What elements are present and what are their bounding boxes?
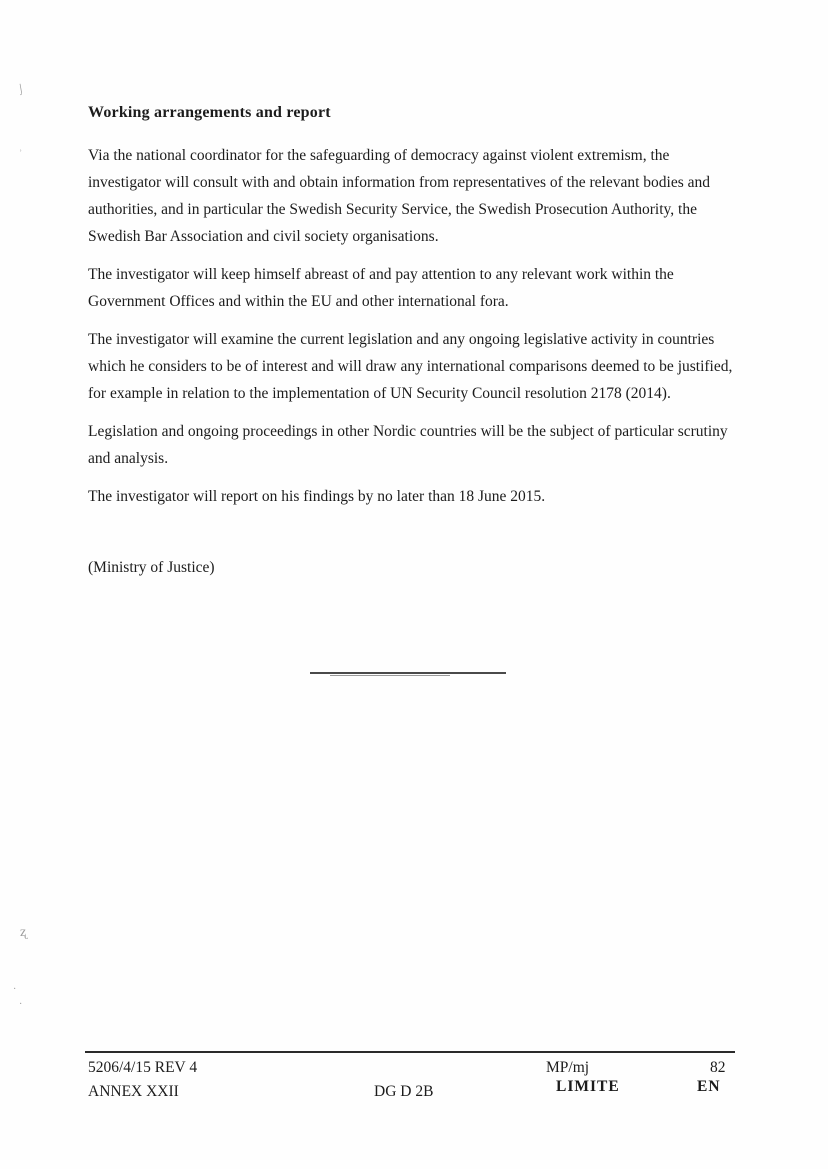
scan-artifact-mark: ʐ (20, 925, 27, 940)
scan-artifact-mark: ⌡ (17, 83, 25, 96)
document-body (88, 104, 738, 577)
paragraph-4: Legislation and ongoing proceedings in other Nordic countries will be the subject of particular scrutiny and analysis. (88, 423, 728, 467)
scan-artifact-mark: · (13, 984, 17, 995)
footer-annex-label: ANNEX XXII (88, 1083, 179, 1100)
center-divider-line (310, 672, 506, 674)
footer-initials: MP/mj (546, 1059, 590, 1076)
footer-dg-label: DG D 2B (374, 1083, 434, 1100)
paragraph-3: The investigator will examine the current legislation and any ongoing legislative activity in countries which he considers to be of interest and will draw any international comparisons deemed to be justified, for example in relation to the implementation of UN Security Council resolution 2178 (2014). (88, 331, 733, 402)
footer-page-number: 82 (710, 1059, 726, 1076)
center-divider-line-shadow (330, 675, 450, 676)
scan-artifact-mark: ʾ (19, 149, 23, 160)
footer-document-number: 5206/4/15 REV 4 (88, 1059, 198, 1076)
footer-classification-marking: LIMITE (556, 1078, 620, 1095)
paragraph-5: The investigator will report on his findings by no later than 18 June 2015. (88, 488, 546, 505)
signature-line: (Ministry of Justice) (88, 559, 215, 576)
paragraph-2: The investigator will keep himself abreast of and pay attention to any relevant work within the Government Offices and within the EU and other international fora. (88, 266, 674, 310)
paragraph-1: Via the national coordinator for the safeguarding of democracy against violent extremism, the investigator will consult with and obtain information from representatives of the relevant bodies and authorities, and in particular the Swedish Security Service, the Swedish Prosecution Authority, the Swedish Bar Association and civil society organisations. (88, 147, 710, 245)
section-heading: Working arrangements and report (88, 104, 331, 121)
footer-language-code: EN (697, 1078, 721, 1095)
scan-artifact-mark: · (19, 999, 23, 1010)
footer-divider-line (85, 1051, 735, 1053)
